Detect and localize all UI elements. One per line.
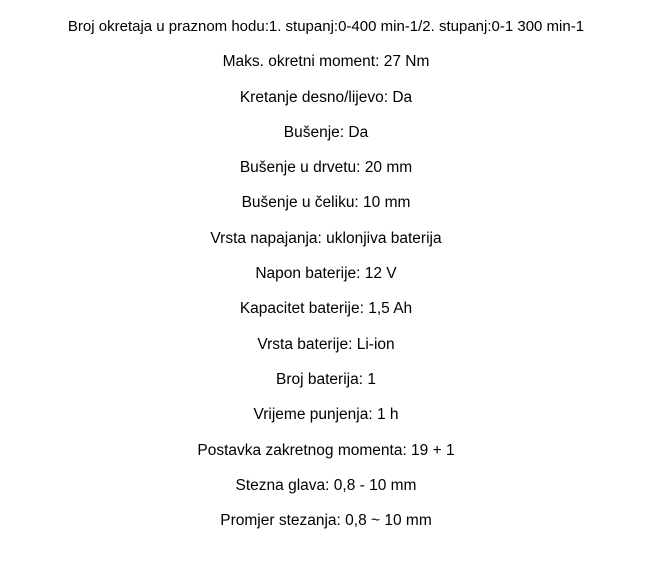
spec-direction: Kretanje desno/lijevo: Da xyxy=(239,88,413,106)
spec-power-type: Vrsta napajanja: uklonjiva baterija xyxy=(210,229,442,247)
spec-clamping-diameter: Promjer stezanja: 0,8 ~ 10 mm xyxy=(220,512,432,530)
spec-battery-capacity: Kapacitet baterije: 1,5 Ah xyxy=(239,300,413,318)
spec-drilling-steel: Bušenje u čeliku: 10 mm xyxy=(241,194,411,212)
spec-drilling: Bušenje: Da xyxy=(283,123,369,141)
spec-max-torque: Maks. okretni moment: 27 Nm xyxy=(222,53,430,71)
spec-idle-speed: Broj okretaja u praznom hodu:1. stupanj:0-400 min-1/2. stupanj:0-1 300 min-1 xyxy=(67,18,585,35)
spec-chuck: Stezna glava: 0,8 - 10 mm xyxy=(235,476,417,494)
spec-list xyxy=(0,14,652,543)
spec-charging-time: Vrijeme punjenja: 1 h xyxy=(253,406,399,424)
spec-battery-count: Broj baterija: 1 xyxy=(276,370,376,388)
spec-torque-setting: Postavka zakretnog momenta: 19 + 1 xyxy=(197,441,455,459)
spec-battery-voltage: Napon baterije: 12 V xyxy=(255,265,397,283)
spec-drilling-wood: Bušenje u drvetu: 20 mm xyxy=(239,159,413,177)
spec-battery-type: Vrsta baterije: Li-ion xyxy=(257,335,395,353)
